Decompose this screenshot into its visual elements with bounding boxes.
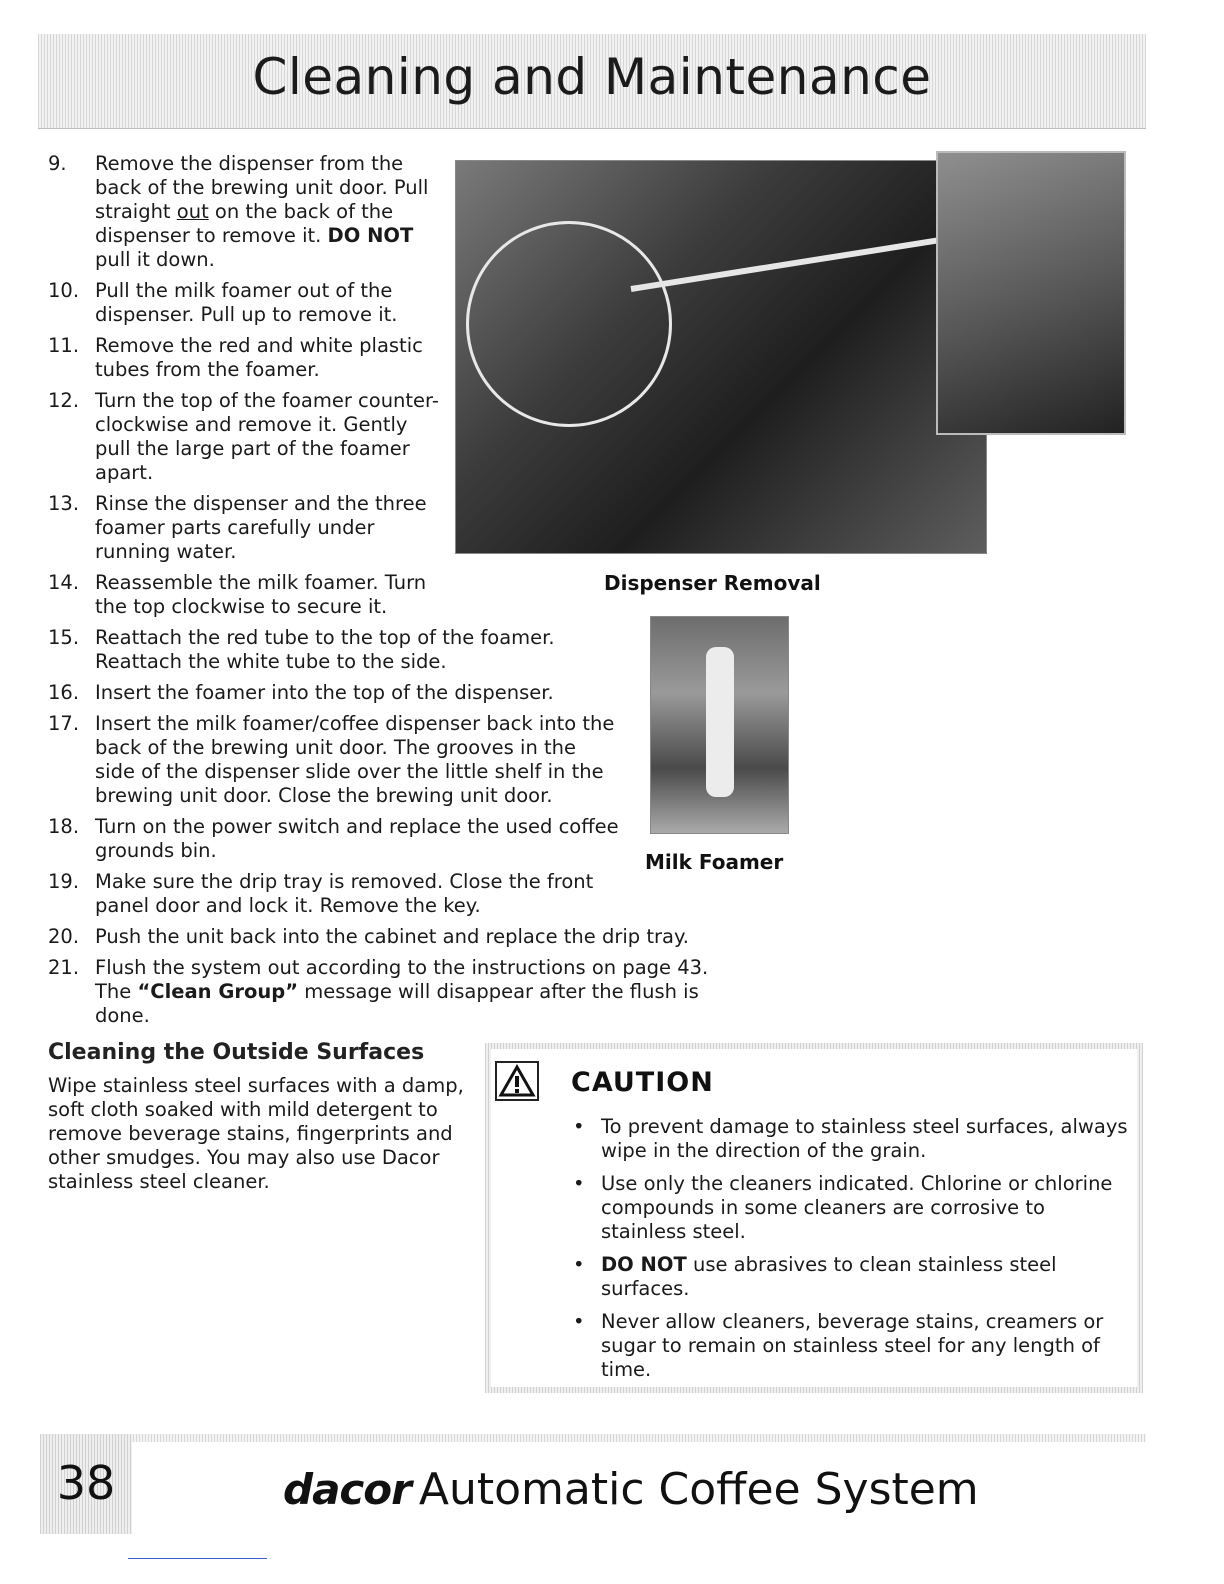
step-text: Make sure the drip tray is removed. Close the front panel door and lock it. Remove the key. <box>95 870 594 917</box>
product-name: Automatic Coffee System <box>418 1464 979 1515</box>
pointer-arrow <box>631 234 958 292</box>
step-15 <box>48 626 620 674</box>
step-text: Pull the milk foamer out of the dispenser. Pull up to remove it. <box>95 279 398 326</box>
step-underline: out <box>176 200 209 223</box>
caution-item <box>563 1310 1131 1382</box>
step-text: Reattach the red tube to the top of the foamer. Reattach the white tube to the side. <box>95 626 555 673</box>
step-text: pull it down. <box>95 248 215 271</box>
caution-item <box>563 1172 1131 1244</box>
step-text: Turn on the power switch and replace the used coffee grounds bin. <box>95 815 619 862</box>
step-text: Insert the foamer into the top of the dispenser. <box>95 681 554 704</box>
step-text: message will disappear after the flush is done. <box>95 980 699 1027</box>
step-13 <box>48 492 445 564</box>
step-number: 16. <box>48 681 80 704</box>
step-16 <box>48 681 620 705</box>
caution-title: CAUTION <box>571 1067 714 1098</box>
step-text: Push the unit back into the cabinet and replace the drip tray. <box>95 925 689 948</box>
footer-link-line <box>128 1558 267 1559</box>
caution-text: Never allow cleaners, beverage stains, creamers or sugar to remain on stainless steel for any length of time. <box>601 1310 1104 1381</box>
step-text: Remove the dispenser from the back of the brewing unit door. Pull straight <box>95 152 429 223</box>
step-text: Insert the milk foamer/coffee dispenser back into the back of the brewing unit door. The grooves in the side of the dispenser slide over the little shelf in the brewing unit door. Close the brewing unit door. <box>95 712 615 807</box>
step-9 <box>48 152 445 272</box>
step-bold: DO NOT <box>327 224 414 247</box>
step-21 <box>48 956 735 1028</box>
foamer-tube <box>706 647 734 797</box>
step-number: 12. <box>48 389 80 412</box>
step-text: Flush the system out according to the instructions on page 43. The <box>95 956 709 1003</box>
caution-box <box>485 1043 1143 1393</box>
step-20 <box>48 925 735 949</box>
step-number: 19. <box>48 870 80 893</box>
step-number: 11. <box>48 334 80 357</box>
highlight-circle <box>466 221 672 427</box>
page-number-box <box>40 1434 132 1534</box>
step-number: 13. <box>48 492 80 515</box>
dispenser-removal-caption: Dispenser Removal <box>604 571 821 595</box>
step-bold: “Clean Group” <box>137 980 299 1003</box>
footer-rule <box>40 1434 1146 1442</box>
step-17 <box>48 712 620 808</box>
caution-text: use abrasives to clean stainless steel surfaces. <box>601 1253 1057 1300</box>
warning-icon <box>495 1061 539 1101</box>
outside-surfaces-heading: Cleaning the Outside Surfaces <box>48 1040 425 1065</box>
milk-foamer-photo <box>650 616 789 834</box>
step-number: 9. <box>48 152 67 175</box>
step-10 <box>48 279 445 327</box>
caution-text: Use only the cleaners indicated. Chlorine or chlorine compounds in some cleaners are corrosive to stainless steel. <box>601 1172 1113 1243</box>
step-18 <box>48 815 620 863</box>
step-text: Remove the red and white plastic tubes from the foamer. <box>95 334 423 381</box>
caution-item <box>563 1115 1131 1163</box>
step-14 <box>48 571 445 619</box>
step-text: on the back of the dispenser to remove it. <box>95 200 394 247</box>
step-12 <box>48 389 445 485</box>
step-11 <box>48 334 445 382</box>
caution-item <box>563 1253 1131 1301</box>
dispenser-removal-photo <box>455 160 987 554</box>
caution-bold: DO NOT <box>601 1253 687 1276</box>
step-number: 10. <box>48 279 80 302</box>
brand-logo: dacor <box>283 1465 411 1514</box>
outside-surfaces-text: Wipe stainless steel surfaces with a damp, soft cloth soaked with mild detergent to remove beverage stains, fingerprints and other smudges. You may also use Dacor stainless steel cleaner. <box>48 1074 464 1193</box>
step-text: Reassemble the milk foamer. Turn the top clockwise to secure it. <box>95 571 427 618</box>
step-number: 21. <box>48 956 80 979</box>
header-banner <box>38 34 1146 129</box>
step-number: 15. <box>48 626 80 649</box>
step-number: 18. <box>48 815 80 838</box>
step-text: Rinse the dispenser and the three foamer parts carefully under running water. <box>95 492 427 563</box>
step-number: 17. <box>48 712 80 735</box>
caution-text: To prevent damage to stainless steel surfaces, always wipe in the direction of the grain. <box>601 1115 1128 1162</box>
step-text: Turn the top of the foamer counter-clockwise and remove it. Gently pull the large part of the foamer apart. <box>95 389 439 484</box>
dispenser-detail-inset <box>936 151 1126 435</box>
caution-list <box>563 1115 1131 1391</box>
milk-foamer-caption: Milk Foamer <box>645 850 784 874</box>
step-number: 14. <box>48 571 80 594</box>
step-19 <box>48 870 620 918</box>
footer-title <box>283 1464 979 1515</box>
page-title: Cleaning and Maintenance <box>252 48 932 106</box>
step-number: 20. <box>48 925 80 948</box>
page-number: 38 <box>56 1456 116 1510</box>
